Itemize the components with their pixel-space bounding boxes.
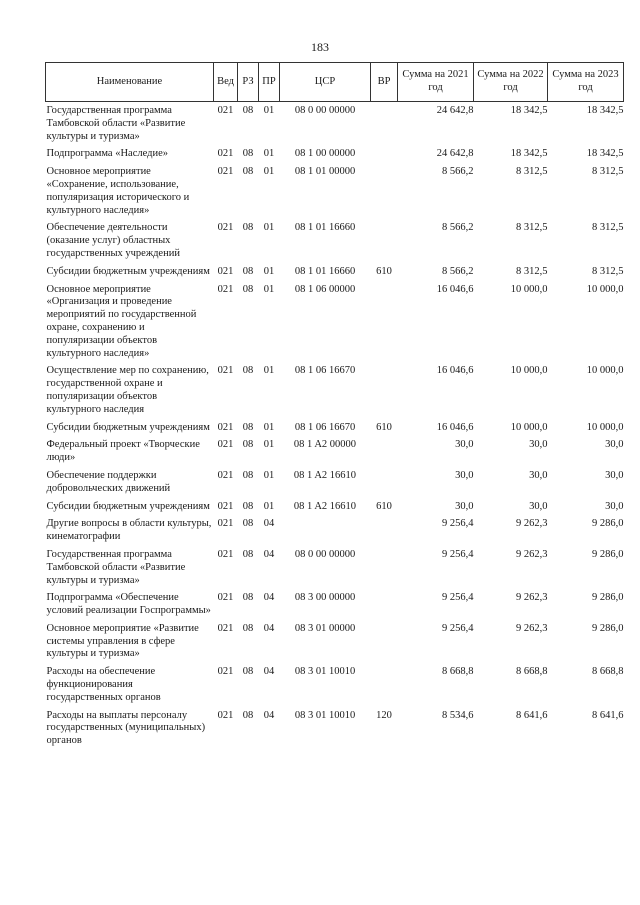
header-rz: РЗ [238, 63, 259, 102]
cell-rz: 08 [242, 222, 254, 234]
cell-name: Расходы на выплаты персоналу государственных (муниципальных) органов [46, 709, 206, 747]
cell-csr: 08 1 A2 16610 [293, 469, 357, 481]
cell-name: Осуществление мер по сохранению, государственной охране и популяризации объектов культурного наследия [46, 365, 209, 415]
cell-ved: 021 [217, 148, 234, 160]
cell-name: Субсидии бюджетным учреждениям [46, 265, 210, 277]
cell-vr [371, 284, 398, 366]
cell-sum-2023: 30,0 [605, 439, 624, 451]
cell-csr: 08 1 A2 16610 [293, 500, 357, 512]
cell-sum-2022: 30,0 [529, 500, 548, 512]
cell-rz: 08 [242, 265, 254, 277]
cell-vr [371, 148, 398, 166]
cell-sum-2023: 30,0 [605, 469, 624, 481]
cell-vr: 610 [376, 500, 392, 512]
cell-sum-2023: 9 286,0 [592, 592, 624, 604]
cell-sum-2023: 18 342,5 [586, 148, 624, 160]
cell-csr: 08 1 01 00000 [294, 166, 356, 178]
cell-sum-2023: 8 668,8 [592, 666, 624, 678]
cell-name: Другие вопросы в области культуры, кинематографии [46, 518, 212, 543]
cell-sum-2021: 30,0 [455, 439, 474, 451]
cell-pr: 01 [263, 105, 275, 116]
cell-ved: 021 [217, 283, 234, 295]
page-number: 183 [311, 40, 329, 54]
table-row [46, 470, 624, 501]
cell-pr: 04 [263, 548, 275, 560]
table-header-row [46, 63, 624, 102]
cell-name: Обеспечение поддержки добровольческих движений [46, 469, 171, 494]
cell-pr: 04 [263, 709, 275, 721]
cell-sum-2023: 10 000,0 [586, 421, 624, 433]
cell-name: Расходы на обеспечение функционирования государственных органов [46, 666, 161, 703]
cell-name: Государственная программа Тамбовской области «Развитие культуры и туризма» [46, 105, 186, 142]
header-ved: Вед [214, 63, 238, 102]
table-row [46, 284, 624, 366]
cell-sum-2021: 16 046,6 [436, 283, 474, 295]
cell-ved: 021 [217, 622, 234, 634]
cell-sum-2021: 8 566,2 [442, 222, 474, 234]
cell-sum-2022: 8 312,5 [516, 166, 548, 178]
table-row [46, 666, 624, 709]
cell-sum-2021: 8 668,8 [442, 666, 474, 678]
cell-rz: 08 [242, 365, 254, 377]
cell-name: Субсидии бюджетным учреждениям [46, 500, 210, 512]
cell-rz: 08 [242, 518, 254, 530]
cell-csr: 08 1 00 00000 [294, 148, 356, 160]
header-sum-2021: Сумма на 2021 год [398, 63, 474, 102]
cell-sum-2023: 8 641,6 [592, 709, 624, 721]
cell-sum-2022: 9 262,3 [516, 518, 548, 530]
cell-pr: 01 [263, 439, 275, 451]
cell-pr: 01 [263, 421, 275, 433]
cell-ved: 021 [217, 548, 234, 560]
table-row [46, 222, 624, 265]
cell-sum-2021: 9 256,4 [442, 592, 474, 604]
cell-sum-2022: 8 641,6 [516, 709, 548, 721]
cell-rz: 08 [242, 166, 254, 178]
cell-rz: 08 [242, 283, 254, 295]
cell-vr [371, 623, 398, 666]
cell-name: Субсидии бюджетным учреждениям [46, 421, 210, 433]
cell-pr: 01 [263, 283, 275, 295]
cell-sum-2021: 8 534,6 [442, 709, 474, 721]
cell-sum-2022: 9 262,3 [516, 548, 548, 560]
cell-rz: 08 [242, 439, 254, 451]
cell-sum-2021: 9 256,4 [442, 622, 474, 634]
budget-table [45, 62, 624, 753]
cell-csr: 08 3 01 10010 [294, 709, 356, 721]
cell-pr: 04 [263, 666, 275, 678]
cell-sum-2022: 8 668,8 [516, 666, 548, 678]
cell-pr: 01 [263, 265, 275, 277]
cell-rz: 08 [242, 592, 254, 604]
cell-pr: 01 [263, 148, 275, 160]
cell-rz: 08 [242, 105, 254, 116]
cell-csr: 08 0 00 00000 [294, 105, 356, 116]
table-row [46, 710, 624, 753]
cell-sum-2022: 10 000,0 [510, 365, 548, 377]
cell-ved: 021 [217, 222, 234, 234]
cell-pr: 01 [263, 365, 275, 377]
cell-vr [371, 439, 398, 470]
cell-sum-2021: 30,0 [455, 500, 474, 512]
cell-sum-2022: 10 000,0 [510, 421, 548, 433]
cell-sum-2021: 8 566,2 [442, 166, 474, 178]
cell-vr [371, 666, 398, 709]
cell-sum-2023: 8 312,5 [592, 166, 624, 178]
cell-sum-2022: 8 312,5 [516, 265, 548, 277]
table-row [46, 592, 624, 623]
cell-ved: 021 [217, 365, 234, 377]
cell-vr [371, 102, 398, 149]
header-vr: ВР [371, 63, 398, 102]
cell-sum-2022: 9 262,3 [516, 622, 548, 634]
cell-pr: 01 [263, 500, 275, 512]
cell-vr: 610 [376, 421, 392, 433]
cell-vr [371, 222, 398, 265]
cell-ved: 021 [217, 105, 234, 116]
cell-csr: 08 0 00 00000 [294, 548, 356, 560]
cell-sum-2023: 9 286,0 [592, 622, 624, 634]
cell-sum-2021: 24 642,8 [436, 105, 474, 116]
cell-sum-2021: 24 642,8 [436, 148, 474, 160]
cell-ved: 021 [217, 166, 234, 178]
header-sum-2023: Сумма на 2023 год [548, 63, 624, 102]
cell-sum-2021: 9 256,4 [442, 548, 474, 560]
table-body [46, 102, 624, 754]
cell-sum-2023: 30,0 [605, 500, 624, 512]
cell-sum-2023: 8 312,5 [592, 222, 624, 234]
cell-sum-2021: 30,0 [455, 469, 474, 481]
cell-name: Федеральный проект «Творческие люди» [46, 439, 200, 464]
header-name: Наименование [46, 63, 214, 102]
cell-sum-2022: 18 342,5 [510, 105, 548, 116]
table-row [46, 549, 624, 592]
cell-sum-2022: 8 312,5 [516, 222, 548, 234]
table-row [46, 166, 624, 222]
cell-rz: 08 [242, 469, 254, 481]
cell-sum-2021: 9 256,4 [442, 518, 474, 530]
cell-rz: 08 [242, 666, 254, 678]
cell-csr: 08 1 01 16660 [294, 265, 356, 277]
table-row [46, 501, 624, 519]
table-row [46, 422, 624, 440]
cell-pr: 04 [263, 518, 275, 530]
table-row [46, 102, 624, 149]
cell-vr [371, 166, 398, 222]
cell-rz: 08 [242, 548, 254, 560]
cell-csr [280, 518, 371, 549]
cell-ved: 021 [217, 500, 234, 512]
table-row [46, 518, 624, 549]
cell-ved: 021 [217, 592, 234, 604]
cell-csr: 08 1 06 16670 [294, 365, 356, 377]
cell-ved: 021 [217, 439, 234, 451]
cell-sum-2023: 8 312,5 [592, 265, 624, 277]
cell-vr [371, 470, 398, 501]
cell-sum-2022: 30,0 [529, 439, 548, 451]
cell-vr [371, 549, 398, 592]
cell-pr: 04 [263, 592, 275, 604]
cell-ved: 021 [217, 421, 234, 433]
table-row [46, 365, 624, 421]
cell-sum-2022: 18 342,5 [510, 148, 548, 160]
cell-ved: 021 [217, 265, 234, 277]
cell-rz: 08 [242, 709, 254, 721]
cell-name: Обеспечение деятельности (оказание услуг) областных государственных учреждений [46, 222, 180, 259]
cell-rz: 08 [242, 500, 254, 512]
cell-csr: 08 1 06 00000 [294, 283, 356, 295]
cell-csr: 08 1 A2 00000 [293, 439, 357, 451]
cell-pr: 04 [263, 622, 275, 634]
cell-rz: 08 [242, 622, 254, 634]
header-sum-2022: Сумма на 2022 год [474, 63, 548, 102]
cell-csr: 08 1 06 16670 [294, 421, 356, 433]
cell-csr: 08 3 01 10010 [294, 666, 356, 678]
cell-sum-2021: 8 566,2 [442, 265, 474, 277]
cell-vr [371, 365, 398, 421]
cell-name: Основное мероприятие «Организация и проведение мероприятий по государственной охране, сохранению и популяризации объектов культурного наследия» [46, 283, 197, 359]
cell-vr [371, 518, 398, 549]
table-row [46, 439, 624, 470]
cell-name: Основное мероприятие «Сохранение, использование, популяризация исторического и культурного наследия» [46, 166, 190, 216]
table-row [46, 623, 624, 666]
cell-ved: 021 [217, 469, 234, 481]
cell-vr: 610 [376, 265, 392, 277]
cell-name: Подпрограмма «Обеспечение условий реализации Госпрограммы» [46, 592, 211, 617]
table-row [46, 148, 624, 166]
cell-sum-2022: 10 000,0 [510, 283, 548, 295]
cell-vr: 120 [376, 709, 392, 721]
header-pr: ПР [259, 63, 280, 102]
cell-name: Государственная программа Тамбовской области «Развитие культуры и туризма» [46, 548, 186, 586]
cell-sum-2023: 9 286,0 [592, 548, 624, 560]
header-csr: ЦСР [280, 63, 371, 102]
cell-vr [371, 592, 398, 623]
cell-ved: 021 [217, 709, 234, 721]
cell-sum-2023: 10 000,0 [586, 365, 624, 377]
cell-csr: 08 3 01 00000 [294, 622, 356, 634]
cell-pr: 01 [263, 166, 275, 178]
cell-pr: 01 [263, 222, 275, 234]
cell-pr: 01 [263, 469, 275, 481]
cell-sum-2022: 9 262,3 [516, 592, 548, 604]
cell-csr: 08 1 01 16660 [294, 222, 356, 234]
cell-name: Основное мероприятие «Развитие системы управления в сфере культуры и туризма» [46, 622, 199, 660]
cell-name: Подпрограмма «Наследие» [46, 148, 168, 160]
cell-csr: 08 3 00 00000 [294, 592, 356, 604]
table-row [46, 266, 624, 284]
cell-ved: 021 [217, 666, 234, 678]
cell-sum-2021: 16 046,6 [436, 421, 474, 433]
cell-sum-2023: 10 000,0 [586, 283, 624, 295]
cell-ved: 021 [217, 518, 234, 530]
cell-sum-2021: 16 046,6 [436, 365, 474, 377]
cell-sum-2022: 30,0 [529, 469, 548, 481]
cell-sum-2023: 9 286,0 [592, 518, 624, 530]
cell-rz: 08 [242, 421, 254, 433]
cell-rz: 08 [242, 148, 254, 160]
cell-sum-2023: 18 342,5 [586, 105, 624, 116]
